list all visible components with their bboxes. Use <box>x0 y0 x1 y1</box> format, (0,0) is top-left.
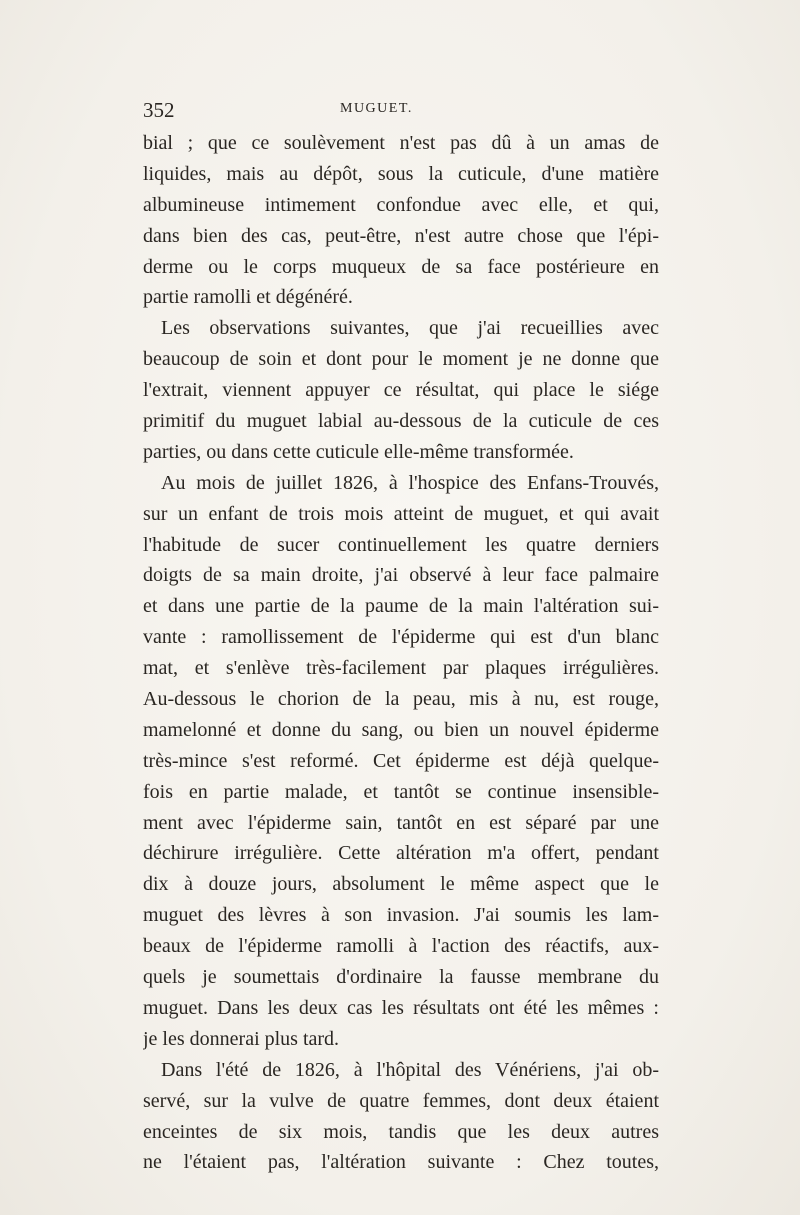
text-line: mamelonné et donne du sang, ou bien un nouvel épiderme <box>143 718 659 741</box>
page-number: 352 <box>143 98 175 122</box>
text-line: et dans une partie de la paume de la main l'altération sui- <box>143 595 659 618</box>
text-line: l'extrait, viennent appuyer ce résultat, qui place le siége <box>143 379 659 402</box>
text-line: liquides, mais au dépôt, sous la cuticule, d'une matière <box>143 162 659 185</box>
text-line: primitif du muguet labial au-dessous de la cuticule de ces <box>143 410 659 433</box>
running-title: MUGUET. <box>340 101 413 116</box>
text-line: sur un enfant de trois mois atteint de muguet, et qui avait <box>143 502 659 525</box>
text-line: partie ramolli et dégénéré. <box>143 286 353 309</box>
text-line: vante : ramollissement de l'épiderme qui est d'un blanc <box>143 626 659 649</box>
text-line: je les donnerai plus tard. <box>143 1027 340 1050</box>
text-line: quels je soumettais d'ordinaire la fausse membrane du <box>143 966 659 989</box>
text-line: albumineuse intimement confondue avec elle, et qui, <box>143 193 659 216</box>
body-text <box>143 128 659 1178</box>
running-head <box>143 98 659 128</box>
text-line: déchirure irrégulière. Cette altération m'a offert, pendant <box>143 842 659 865</box>
text-line: Au mois de juillet 1826, à l'hospice des Enfans-Trouvés, <box>161 471 659 494</box>
text-line: enceintes de six mois, tandis que les deux autres <box>143 1120 659 1143</box>
text-line: muguet. Dans les deux cas les résultats ont été les mêmes : <box>143 996 659 1019</box>
text-line: servé, sur la vulve de quatre femmes, dont deux étaient <box>143 1089 659 1112</box>
text-line: doigts de sa main droite, j'ai observé à leur face palmaire <box>143 564 659 587</box>
text-line: dans bien des cas, peut-être, n'est autre chose que l'épi- <box>143 224 659 247</box>
text-line: Au-dessous le chorion de la peau, mis à nu, est rouge, <box>143 688 659 711</box>
text-line: très-mince s'est reformé. Cet épiderme est déjà quelque- <box>143 749 659 772</box>
text-line: muguet des lèvres à son invasion. J'ai soumis les lam- <box>143 904 659 927</box>
text-line: fois en partie malade, et tantôt se continue insensible- <box>143 780 659 803</box>
text-line: Les observations suivantes, que j'ai recueillies avec <box>161 317 659 340</box>
text-line: parties, ou dans cette cuticule elle-même transformée. <box>143 440 574 463</box>
text-line: Dans l'été de 1826, à l'hôpital des Vénériens, j'ai ob- <box>161 1058 659 1081</box>
text-line: derme ou le corps muqueux de sa face postérieure en <box>143 255 659 278</box>
text-line: dix à douze jours, absolument le même aspect que le <box>143 873 659 896</box>
text-line: ne l'étaient pas, l'altération suivante : Chez toutes, <box>143 1151 659 1174</box>
text-line: mat, et s'enlève très-facilement par plaques irrégulières. <box>143 657 659 680</box>
text-line: ment avec l'épiderme sain, tantôt en est séparé par une <box>143 811 659 834</box>
text-line: l'habitude de sucer continuellement les quatre derniers <box>143 533 659 556</box>
text-line: beaucoup de soin et dont pour le moment je ne donne que <box>143 348 659 371</box>
text-line: beaux de l'épiderme ramolli à l'action des réactifs, aux- <box>143 935 659 958</box>
text-line: bial ; que ce soulèvement n'est pas dû à un amas de <box>143 132 659 154</box>
